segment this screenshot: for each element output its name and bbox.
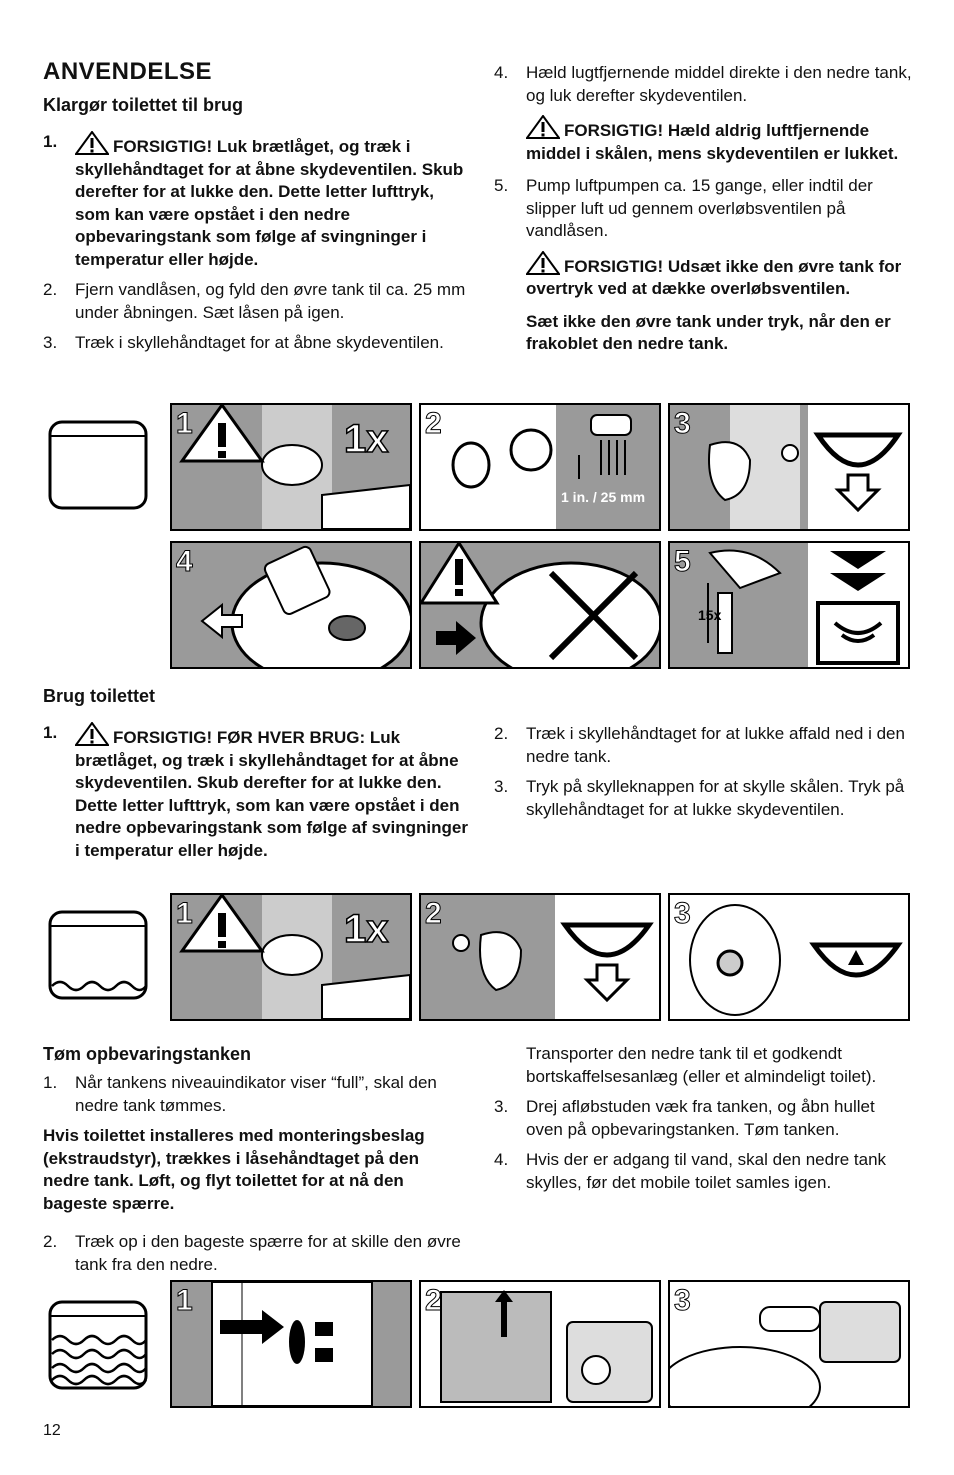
pump-illustration	[670, 543, 908, 667]
list-item: 1. FORSIGTIG! FØR HVER BRUG: Luk brætlåget, og træk i skyllehåndtaget for at åbne skydeventilen. Skub derefter for at lukke den. Dette letter lufttryk, som kan være opstået i den nedre opbevaringstank som følge af svingninger i temperatur eller højde.	[43, 723, 468, 860]
use-left-column	[43, 722, 468, 870]
warning-icon	[75, 722, 109, 746]
level-indicator-illustration	[172, 1282, 410, 1406]
list-item: 1. FORSIGTIG! Luk brætlåget, og træk i skyllehåndtaget for at åbne skydeventilen. Skub derefter for at lukke den. Dette letter lufttryk, som kan være opstået i den nedre opbevaringstank som følge af svingninger i temperatur eller højde.	[43, 132, 464, 269]
pull-handle-illustration	[421, 895, 659, 1019]
empty-tank-illustration	[670, 1282, 908, 1406]
warning-note: FORSIGTIG! Hæld aldrig luftfjernende middel i skålen, mens skydeventilen er lukket.	[494, 115, 914, 165]
illustration-panel-4: 4	[170, 541, 412, 669]
prohibited-pour-illustration	[421, 543, 659, 667]
illustration-panel-2: 2 1 in. / 25 mm	[419, 403, 661, 531]
list-item: 2. Fjern vandlåsen, og fyld den øvre tank til ca. 25 mm under åbningen. Sæt låsen på igen.	[43, 280, 466, 322]
warning-note: FORSIGTIG! Udsæt ikke den øvre tank for overtryk ved at dække overløbsventilen.	[494, 251, 914, 301]
empty-right-column	[494, 1043, 914, 1202]
illustration-panel-1: 1 1x	[170, 403, 412, 531]
transport-note: Transporter den nedre tank til et godkendt bortskaffelsesanlæg (eller et almindeligt toilet).	[526, 1044, 877, 1086]
use-illustration-panel-1: 1 1x	[170, 893, 412, 1021]
tank-level-full-icon	[48, 1300, 148, 1390]
prepare-left-column	[43, 131, 468, 363]
section-heading-use: Brug toilettet	[43, 686, 155, 706]
warning-icon	[526, 251, 560, 275]
use-illustration-panel-3: 3	[668, 893, 910, 1021]
tank-level-empty-icon	[48, 420, 148, 510]
separate-tanks-illustration	[421, 1282, 659, 1406]
illustration-panel-prohibited	[419, 541, 661, 669]
empty-illustration-panel-2: 2	[419, 1280, 661, 1408]
list-item: 1. Når tankens niveauindikator viser “full”, skal den nedre tank tømmes.	[43, 1073, 437, 1115]
illustration-panel-5: 5 15x	[668, 541, 910, 669]
caution-note: Sæt ikke den øvre tank under tryk, når den er frakoblet den nedre tank.	[526, 311, 891, 353]
pour-deodorizer-illustration	[172, 543, 410, 667]
use-illustration-panel-2: 2	[419, 893, 661, 1021]
list-item: 3. Drej afløbstuden væk fra tanken, og åbn hullet oven på opbevaringstanken. Tøm tanken.	[494, 1097, 875, 1139]
list-item: 2. Træk i skyllehåndtaget for at lukke affald ned i den nedre tank.	[494, 724, 905, 766]
mounting-note: Hvis toilettet installeres med monteringsbeslag (ekstraudstyr), trækkes i låsehåndtaget på den nedre tank. Løft, og flyt toilettet for at nå den bageste spærre.	[43, 1126, 425, 1213]
list-item: 3. Træk i skyllehåndtaget for at åbne skydeventilen.	[43, 333, 444, 352]
list-item: 4. Hæld lugtfjernende middel direkte i den nedre tank, og luk derefter skydeventilen.	[494, 63, 912, 105]
section-heading-prepare: Klargør toilettet til brug	[43, 95, 243, 115]
page-title: ANVENDELSE	[43, 58, 213, 85]
illustration-panel-3: 3	[668, 403, 910, 531]
list-item: 4. Hvis der er adgang til vand, skal den nedre tank skylles, før det mobile toilet samles igen.	[494, 1150, 887, 1192]
empty-left-column	[43, 1072, 468, 1284]
tank-level-low-icon	[48, 910, 148, 1000]
use-right-column	[494, 723, 914, 829]
warning-icon	[526, 115, 560, 139]
pull-handle-illustration	[670, 405, 908, 529]
flush-button-illustration	[670, 895, 908, 1019]
prepare-right-column	[494, 62, 914, 364]
list-item: 5. Pump luftpumpen ca. 15 gange, eller indtil der slipper luft ud gennem overløbsventilen på vandlåsen.	[494, 176, 873, 240]
list-item: 3. Tryk på skylleknappen for at skylle skålen. Tryk på skyllehåndtaget for at lukke skydeventilen.	[494, 777, 905, 819]
empty-illustration-panel-3: 3	[668, 1280, 910, 1408]
fill-water-illustration	[421, 405, 659, 529]
empty-illustration-panel-1: 1	[170, 1280, 412, 1408]
list-item: 2. Træk op i den bageste spærre for at skille den øvre tank fra den nedre.	[43, 1232, 461, 1274]
page-number: 12	[43, 1422, 61, 1439]
warning-icon	[75, 131, 109, 155]
section-heading-empty: Tøm opbevaringstanken	[43, 1044, 252, 1064]
